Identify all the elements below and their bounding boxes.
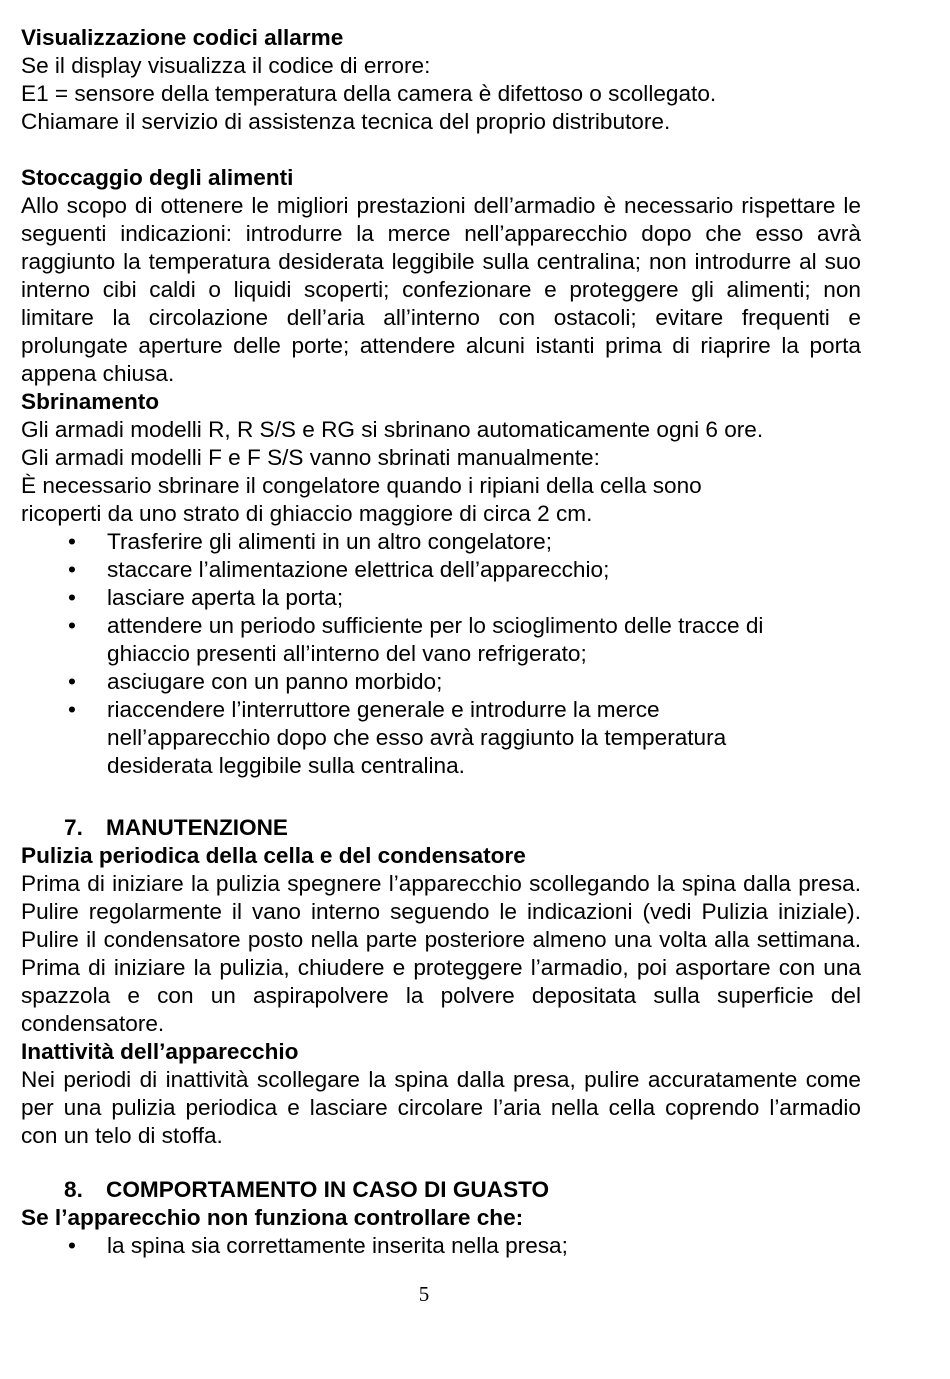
fault-checks-list <box>21 1232 861 1260</box>
list-item: • staccare l’alimentazione elettrica dell’apparecchio; <box>21 556 861 584</box>
maintenance-section <box>21 842 861 1150</box>
bullet-icon: • <box>68 669 76 694</box>
bullet-icon: • <box>68 1233 76 1258</box>
defrost-section <box>21 388 861 780</box>
bullet-icon: • <box>68 557 76 582</box>
cleaning-heading: Pulizia periodica della cella e del condensatore <box>21 843 526 868</box>
alarm-codes-heading: Visualizzazione codici allarme <box>21 25 344 50</box>
defrost-line: È necessario sbrinare il congelatore quando i ripiani della cella sono <box>21 473 702 498</box>
food-storage-heading: Stoccaggio degli alimenti <box>21 165 294 190</box>
section-title: COMPORTAMENTO IN CASO DI GUASTO <box>106 1177 550 1202</box>
defrost-heading: Sbrinamento <box>21 389 160 414</box>
defrost-line: ricoperti da uno strato di ghiaccio maggiore di circa 2 cm. <box>21 501 593 526</box>
bullet-icon: • <box>68 585 76 610</box>
defrost-steps-list <box>21 528 861 780</box>
section-7-heading <box>64 814 288 842</box>
fault-section <box>21 1204 861 1260</box>
section-number: 7. <box>64 815 83 840</box>
food-storage-paragraph: Allo scopo di ottenere le migliori prestazioni dell’armadio è necessario rispettare le seguenti indicazioni: introdurre la merce nell’apparecchio dopo che esso avrà raggiunto la temperatura desiderata leggibile sulla centralina; non introdurre al suo interno cibi caldi o liquidi scoperti; confezionare e proteggere gli alimenti; non limitare la circolazione dell’aria all’interno con ostacoli; evitare frequenti e prolungate aperture delle porte; attendere alcuni istanti prima di riaprire la porta appena chiusa. <box>21 193 861 386</box>
alarm-line: Chiamare il servizio di assistenza tecnica del proprio distributore. <box>21 109 671 134</box>
alarm-codes-section <box>21 24 861 136</box>
defrost-line: Gli armadi modelli F e F S/S vanno sbrinati manualmente: <box>21 445 600 470</box>
alarm-line: E1 = sensore della temperatura della camera è difettoso o scollegato. <box>21 81 717 106</box>
list-item: • asciugare con un panno morbido; <box>21 668 861 696</box>
cleaning-paragraph: Prima di iniziare la pulizia spegnere l’apparecchio scollegando la spina dalla presa. Pulire regolarmente il vano interno seguendo le indicazioni (vedi Pulizia iniziale). Pulire il condensatore posto nella parte posteriore almeno una volta alla settimana. Prima di iniziare la pulizia, chiudere e proteggere l’armadio, poi asportare con una spazzola e con un aspirapolvere la polvere depositata sulla superficie del condensatore. <box>21 871 861 1036</box>
page-number: 5 <box>418 1282 430 1306</box>
list-item: • la spina sia correttamente inserita nella presa; <box>21 1232 861 1260</box>
list-item: • attendere un periodo sufficiente per lo scioglimento delle tracce di ghiaccio presenti all’interno del vano refrigerato; <box>21 612 827 668</box>
list-item: • riaccendere l’interruttore generale e introdurre la merce nell’apparecchio dopo che esso avrà raggiunto la temperatura desiderata leggibile sulla centralina. <box>21 696 797 780</box>
defrost-line: Gli armadi modelli R, R S/S e RG si sbrinano automaticamente ogni 6 ore. <box>21 417 764 442</box>
list-item: • lasciare aperta la porta; <box>21 584 861 612</box>
fault-subheading: Se l’apparecchio non funziona controllare che: <box>21 1205 524 1230</box>
list-item: • Trasferire gli alimenti in un altro congelatore; <box>21 528 861 556</box>
bullet-icon: • <box>68 613 76 638</box>
inactivity-heading: Inattività dell’apparecchio <box>21 1039 299 1064</box>
section-number: 8. <box>64 1177 83 1202</box>
alarm-line: Se il display visualizza il codice di errore: <box>21 53 431 78</box>
section-8-heading <box>64 1176 549 1204</box>
food-storage-section <box>21 164 861 388</box>
inactivity-paragraph: Nei periodi di inattività scollegare la spina dalla presa, pulire accuratamente come per una pulizia periodica e lasciare circolare l’aria nella cella coprendo l’armadio con un telo di stoffa. <box>21 1067 861 1148</box>
bullet-icon: • <box>68 697 76 722</box>
bullet-icon: • <box>68 529 76 554</box>
section-title: MANUTENZIONE <box>106 815 288 840</box>
